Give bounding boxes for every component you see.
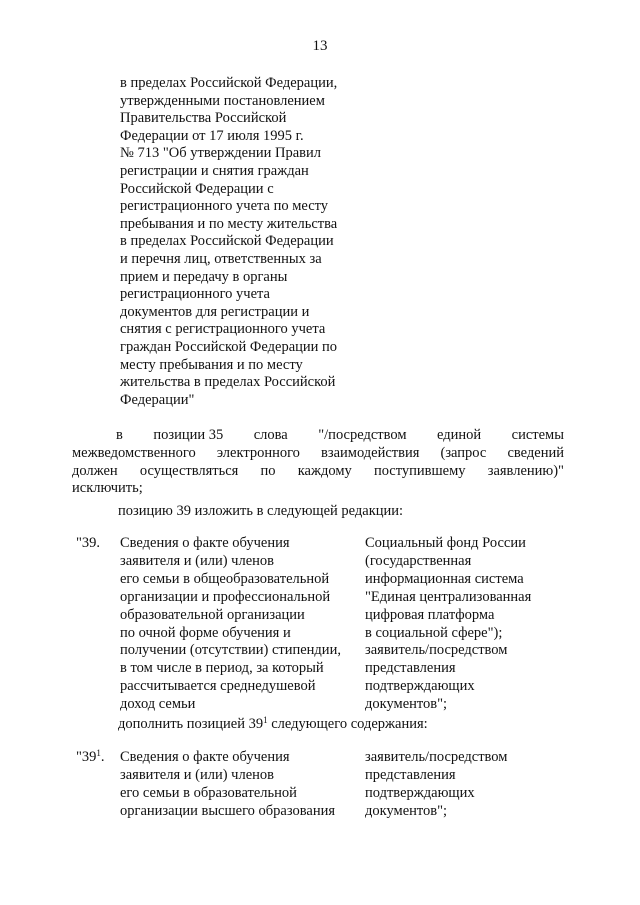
word: позиции 35 xyxy=(153,427,224,443)
text-line: заявитель/посредством xyxy=(365,642,508,659)
amendment-paragraph-35 xyxy=(72,427,564,498)
text-line: в том числе в период, за который xyxy=(120,660,324,677)
text-line: заявителя и (или) членов xyxy=(120,766,274,783)
justified-line xyxy=(72,427,564,445)
text-line: в пределах Российской Федерации xyxy=(120,233,334,250)
word: электронного xyxy=(216,444,300,461)
text-line: образовательной организации xyxy=(120,606,305,623)
text-line: Федерации" xyxy=(120,391,195,408)
text-line: в социальной сфере"); xyxy=(365,624,503,641)
position-source xyxy=(365,535,585,714)
word: в xyxy=(116,427,123,443)
text-line: исключить; xyxy=(72,480,143,497)
word: взаимодействия xyxy=(321,444,420,461)
word: (запрос xyxy=(440,444,487,461)
position-number: "39. xyxy=(76,535,101,551)
text-line: Сведения о факте обучения xyxy=(120,749,290,765)
text-line: граждан Российской Федерации по xyxy=(120,338,338,355)
text-line: пребывания и по месту жительства xyxy=(120,215,338,232)
text-line: представления xyxy=(365,766,456,783)
word: "/посредством xyxy=(318,427,407,443)
word: осуществляться xyxy=(139,462,239,479)
text-line: его семьи в общеобразовательной xyxy=(120,570,330,587)
text-line: жительства в пределах Российской xyxy=(120,374,336,391)
amendment-paragraph-39-intro: позицию 39 изложить в следующей редакции: xyxy=(118,503,404,519)
position-source xyxy=(365,749,585,821)
word: сведений xyxy=(507,444,564,461)
page-number: 13 xyxy=(312,38,328,54)
intro-text: дополнить позицией 39 xyxy=(118,716,264,732)
text-line: регистрационного учета по месту xyxy=(120,198,329,215)
word: поступившему xyxy=(373,462,466,479)
word: должен xyxy=(72,462,118,479)
position-description xyxy=(120,749,360,821)
text-line: документов"; xyxy=(365,802,448,819)
text-line: по очной форме обучения и xyxy=(120,624,291,641)
text-line: заявителя и (или) членов xyxy=(120,552,274,569)
text-line: снятия с регистрационного учета xyxy=(120,321,326,338)
superscript: 1 xyxy=(263,715,268,725)
word: системы xyxy=(511,427,564,443)
text-line: подтверждающих xyxy=(365,678,475,695)
text-line: Социальный фонд России xyxy=(365,535,526,551)
text-line: организации высшего образования xyxy=(120,802,336,819)
text-line: регистрационного учета xyxy=(120,286,270,303)
text-line: Правительства Российской xyxy=(120,110,287,127)
text-line: месту пребывания и по месту xyxy=(120,356,303,373)
text-line: в пределах Российской Федерации, xyxy=(120,75,338,91)
text-line: его семьи в образовательной xyxy=(120,784,297,801)
position-number-tail: . xyxy=(100,749,105,765)
word: заявлению)" xyxy=(487,462,564,479)
text-line: прием и передачу в органы xyxy=(120,268,288,285)
superscript: 1 xyxy=(96,748,101,758)
intro-text: следующего содержания: xyxy=(267,716,428,732)
justified-line xyxy=(72,463,564,481)
text-line: документов"; xyxy=(365,696,448,713)
text-line: утвержденными постановлением xyxy=(120,92,325,109)
text-line: доход семьи xyxy=(120,696,196,713)
word: единой xyxy=(437,427,482,443)
text-line: информационная система xyxy=(365,570,524,587)
amendment-paragraph-39-1-intro xyxy=(118,716,428,733)
text-line: и перечня лиц, ответственных за xyxy=(120,250,322,267)
word: каждому xyxy=(297,462,352,479)
word: по xyxy=(260,462,276,479)
word: слова xyxy=(253,427,288,443)
text-line: заявитель/посредством xyxy=(365,749,508,765)
text-line: № 713 "Об утверждении Правил xyxy=(120,145,321,162)
text-line: Федерации от 17 июля 1995 г. xyxy=(120,127,304,144)
text-line: получении (отсутствии) стипендии, xyxy=(120,642,341,659)
text-line: (государственная xyxy=(365,552,472,569)
text-line: документов для регистрации и xyxy=(120,303,310,320)
position-number xyxy=(76,749,105,766)
text-line: Российской Федерации с xyxy=(120,180,274,197)
position-number-base: "39 xyxy=(76,749,97,765)
text-line: подтверждающих xyxy=(365,784,475,801)
justified-line xyxy=(72,445,564,463)
text-line: Сведения о факте обучения xyxy=(120,535,290,551)
continued-table-cell xyxy=(120,75,380,409)
text-line: "Единая централизованная xyxy=(365,588,532,605)
text-line: представления xyxy=(365,660,456,677)
position-description xyxy=(120,535,360,714)
text-line: рассчитывается среднедушевой xyxy=(120,678,316,695)
text-line: организации и профессиональной xyxy=(120,588,331,605)
text-line: цифровая платформа xyxy=(365,606,495,623)
text-line: регистрации и снятия граждан xyxy=(120,162,309,179)
word: межведомственного xyxy=(72,444,196,461)
